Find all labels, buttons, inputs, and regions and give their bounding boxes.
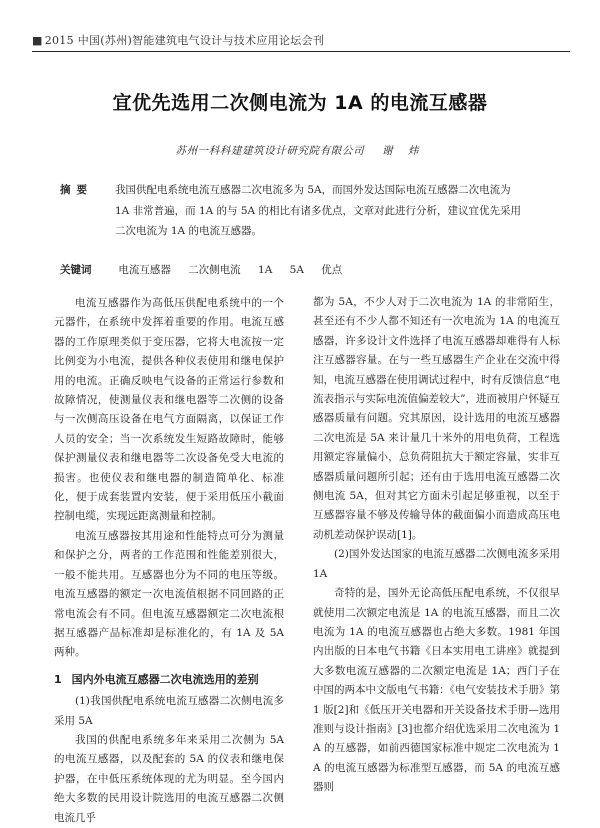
keyword: 1A [258, 264, 273, 276]
body-paragraph: 奇特的是，国外无论高低压配电系统，不仅很早就使用二次额定电流是 1A 的电流互感器，而且二次电流为 1A 的电流互感器也占绝大多数。1981 年国内出版的日本电气书籍《日本实用电工讲座》就提到大多数电流互感器的二次额定电流是 1A；西门子在中国的两本中文版电气书籍：《电气安装技术手册》第 1 版[2]和《低压开关电器和开关设备技术手册—选用准则与设计指南》[3]也都介绍优选采用二次电流为 1A 的互感器，如前西德国家标准中规定二次电流为 1A 的电流互感器为标准型互感器，而 5A 的电流互感器则 [313, 587, 560, 794]
abstract [60, 180, 522, 242]
body-paragraph: 电流互感器按其用途和性能特点可分为测量和保护之分，两者的工作范围和性能差别很大，一般不能共用。互感器也分为不同的电压等级。电流互感器的额定一次电流值根据不同回路的正常电流会有不同。但电流互感器额定二次电流根据互感器产品标准却是标准化的，有 1A 及 5A 两种。 [54, 529, 284, 659]
subsection-heading: (1)我国供配电系统电流互感器二次侧电流多采用 5A [54, 695, 284, 727]
paper-title: 宜优先选用二次侧电流为 1A 的电流互感器 [112, 92, 488, 114]
keyword: 优点 [321, 264, 343, 276]
body-paragraph: 我国的供配电系统多年来采用二次侧为 5A 的电流互感器，以及配套的 5A 的仪表和继电保护器，在中低压系统体现的尤为明显。至今国内绝大多数的民用设计院选用的电流互感器二次侧电流几乎 [54, 733, 284, 824]
keyword: 5A [289, 264, 304, 276]
section-heading [54, 670, 284, 689]
keywords [60, 262, 522, 277]
running-head-text: 2015 中国(苏州)智能建筑电气设计与技术应用论坛会刊 [44, 34, 325, 47]
abstract-text: 我国供配电系统电流互感器二次电流多为 5A，而国外发达国际电流互感器二次电流为 1A 非常普遍，而 1A 的与 5A 的相比有诸多优点，文章对此进行分析，建议宜优先采用二次电流为 1A 的电流互感器。 [115, 184, 521, 237]
subsection-heading: (2)国外发达国家的电流互感器二次侧电流多采用 1A [313, 548, 560, 580]
running-head [32, 32, 572, 48]
body-column-right [313, 293, 560, 798]
author-name: 谢 炜 [382, 145, 425, 157]
running-head-mark: ■ [32, 34, 43, 47]
abstract-label: 摘要 [60, 184, 93, 196]
body-paragraph: 都为 5A，不少人对于二次电流为 1A 的非常陌生，甚至还有不少人都不知还有一次电流为 1A 的电流互感器，许多设计文件选择了电流互感器却难得有人标注互感器容量。在与一些互感器生产企业在交流中得知，电流互感器在使用调试过程中，时有反馈信息“电流表指示与实际电流值偏差较大”，进而被用户怀疑互感器质量有问题。究其原因，设计选用的电流互感器二次电流是 5A 来计量几十米外的用电负荷，工程选用额定容量偏小，总负荷阻抗大于额定容量，实非互感器质量问题所引起；还有由于选用电流互感器二次侧电流 5A，但对其它方面未引起足够重视，以至于互感器容量不够及传输导体的截面偏小而造成高压电动机差动保护误动[1]。 [313, 296, 560, 541]
header-rule [32, 51, 570, 52]
author-line [0, 143, 600, 158]
affiliation: 苏州一科科建建筑设计研究院有限公司 [175, 145, 365, 157]
keyword: 二次侧电流 [188, 264, 241, 276]
body-column-left [54, 294, 284, 828]
keyword: 电流互感器 [118, 264, 171, 276]
keywords-label: 关键词 [60, 264, 92, 276]
section-title: 国内外电流互感器二次电流选用的差别 [71, 672, 259, 686]
section-number: 1 [54, 672, 62, 686]
body-paragraph: 电流互感器作为高低压供配电系统中的一个元器件，在系统中发挥着重要的作用。电流互感器的工作原理类似于变压器，它将大电流按一定比例变为小电流，提供各种仪表使用和继电保护用的电流。正确反映电气设备的正常运行参数和故障情况，使测量仪表和继电器等二次侧的设备与一次侧高压设备在电气方面隔离，以保证工作人员的安全；当一次系统发生短路故障时，能够保护测量仪表和继电器等二次设备免受大电流的损害。也使仪表和继电器的制造简单化、标准化，便于成套装置内安装，便于采用低压小截面控制电缆，实现远距离测量和控制。 [54, 297, 284, 523]
